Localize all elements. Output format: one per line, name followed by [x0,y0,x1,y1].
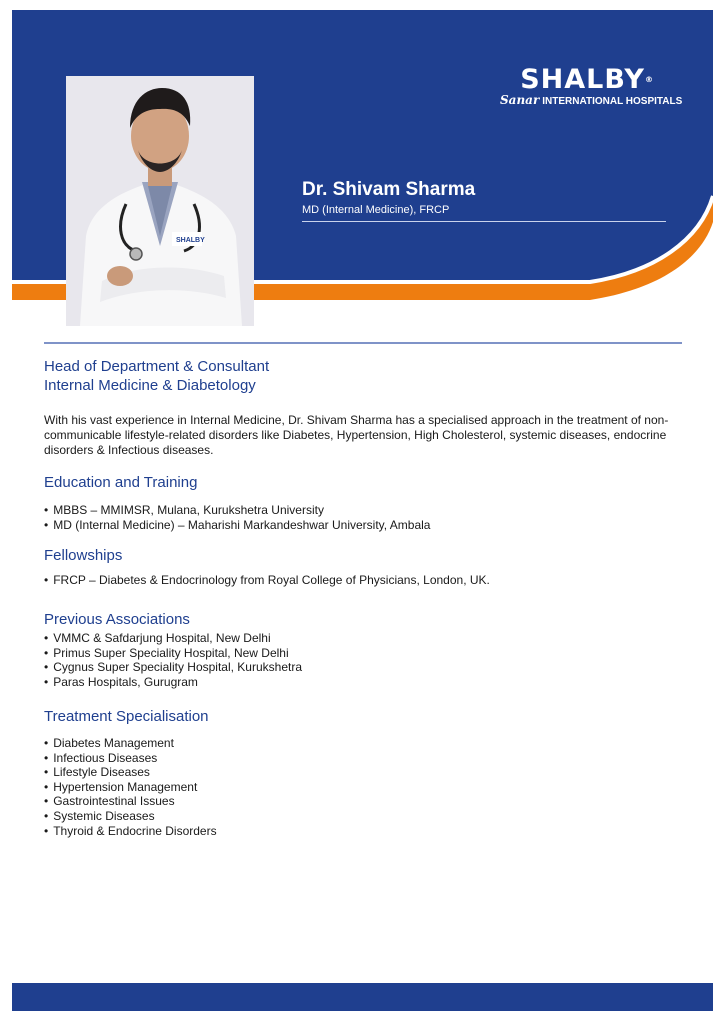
specialisation-heading: Treatment Specialisation [44,708,209,725]
education-heading: Education and Training [44,474,198,491]
content-divider [44,342,682,344]
associations-heading: Previous Associations [44,611,190,628]
footer-bar [12,983,713,1011]
list-item: • MBBS – MMIMSR, Mulana, Kurukshetra University [44,503,430,518]
doctor-credentials: MD (Internal Medicine), FRCP [302,204,450,216]
intro-paragraph: With his vast experience in Internal Medicine, Dr. Shivam Sharma has a specialised approach in the treatment of non-communicable lifestyle-related disorders like Diabetes, Hypertension, High Cholesterol, systemic diseases, endocrine disorders & Infectious diseases. [44,413,669,457]
svg-text:SHALBY: SHALBY [176,237,205,244]
list-item: • Paras Hospitals, Gurugram [44,675,302,690]
list-item: • Primus Super Speciality Hospital, New Delhi [44,646,302,661]
list-item: • Systemic Diseases [44,809,217,824]
list-item: • Diabetes Management [44,736,217,751]
list-item: • FRCP – Diabetes & Endocrinology from Royal College of Physicians, London, UK. [44,573,490,588]
specialisation-list [44,736,217,838]
role-title: Head of Department & Consultant Internal Medicine & Diabetology [44,358,270,394]
list-item: • Infectious Diseases [44,751,217,766]
logo-brand: SHALBY® [520,64,654,95]
list-item: • Thyroid & Endocrine Disorders [44,824,217,839]
list-item: • Hypertension Management [44,780,217,795]
education-list [44,503,430,532]
list-item: • Gastrointestinal Issues [44,794,217,809]
list-item: • Lifestyle Diseases [44,765,217,780]
doctor-photo [66,76,254,326]
list-item: • MD (Internal Medicine) – Maharishi Markandeshwar University, Ambala [44,518,430,533]
associations-list [44,631,302,689]
list-item: • Cygnus Super Speciality Hospital, Kurukshetra [44,660,302,675]
fellowships-heading: Fellowships [44,547,123,564]
doctor-name: Dr. Shivam Sharma [302,179,476,200]
hospital-logo [500,64,683,108]
logo-tagline: Sanar INTERNATIONAL HOSPITALS [500,93,683,107]
name-divider [302,221,666,222]
fellowships-list [44,573,490,588]
list-item: • VMMC & Safdarjung Hospital, New Delhi [44,631,302,646]
